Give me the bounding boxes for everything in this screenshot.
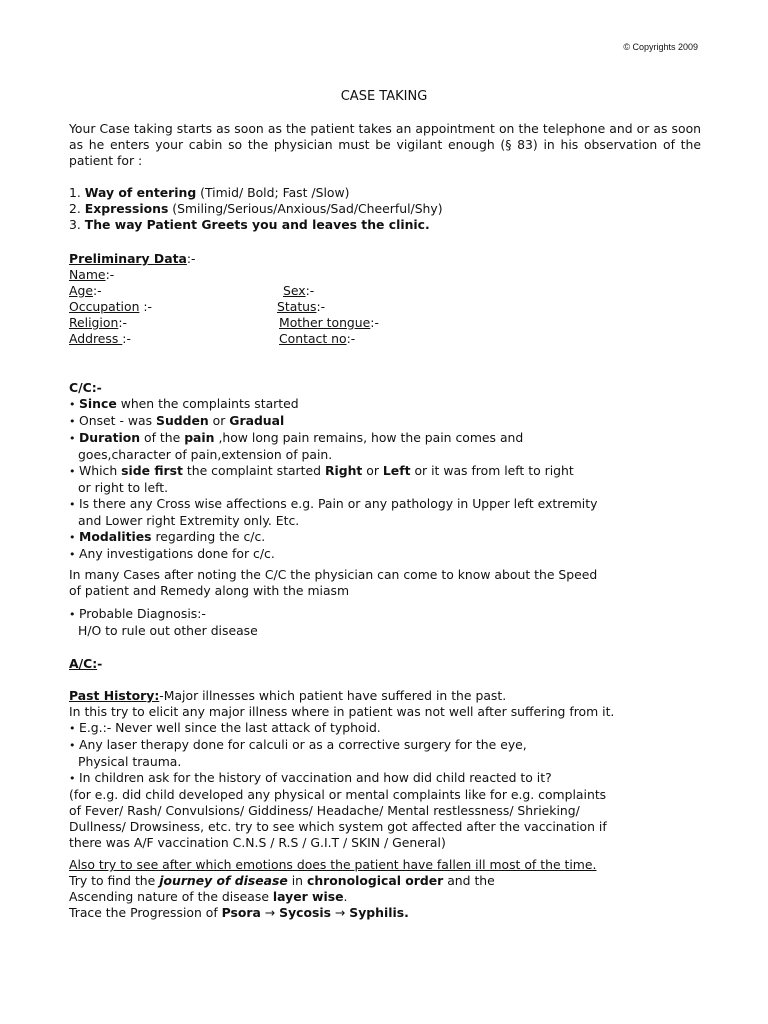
past-history-children: • In children ask for the history of vaccination and how did child reacted to it? — [69, 770, 701, 787]
cc-item-onset: • Onset - was Sudden or Gradual — [69, 413, 701, 430]
copyright-notice: © Copyrights 2009 — [623, 42, 698, 52]
children-line-4: there was A/F vaccination C.N.S / R.S / G.I.T / SKIN / General) — [69, 835, 446, 850]
field-age: Age:- — [69, 283, 102, 298]
arrow-icon: → — [331, 905, 350, 920]
past-history-heading: Past History:-Major illnesses which patient have suffered in the past. — [69, 688, 507, 703]
children-line-1: (for e.g. did child developed any physical or mental complaints like for e.g. complaints — [69, 787, 607, 802]
past-history-eg: • E.g.:- Never well since the last attack of typhoid. — [69, 720, 701, 737]
probable-diagnosis: • Probable Diagnosis:- H/O to rule out other disease — [69, 606, 701, 639]
cc-item-cross-cont: and Lower right Extremity only. Etc. — [78, 513, 300, 528]
past-history-section — [69, 688, 701, 851]
emotions-line: Also try to see after which emotions does the patient have fallen ill most of the time. — [69, 857, 597, 872]
cc-item-duration-cont: goes,character of pain,extension of pain. — [78, 447, 333, 462]
children-line-3: Dullness/ Drowsiness, etc. try to see which system got affected after the vaccination if — [69, 819, 607, 834]
observation-item-1: 1. Way of entering (Timid/ Bold; Fast /Slow) — [69, 185, 350, 200]
trace-line: Trace the Progression of Psora → Sycosis → Syphilis. — [69, 905, 409, 920]
cc-paragraph: In many Cases after noting the C/C the physician can come to know about the Speed of patient and Remedy along with the miasm — [69, 567, 598, 598]
cc-item-duration: • Duration of the pain ,how long pain remains, how the pain comes and — [69, 430, 701, 447]
field-sex: Sex:- — [283, 283, 315, 298]
intro-paragraph: Your Case taking starts as soon as the patient takes an appointment on the telephone and or as soon as he enters your cabin so the physician must be vigilant enough (§ 83) in his observation of the patient for : — [69, 121, 701, 168]
field-contact: Contact no:- — [279, 331, 356, 346]
children-line-2: of Fever/ Rash/ Convulsions/ Giddiness/ Headache/ Mental restlessness/ Shrieking/ — [69, 803, 580, 818]
cc-item-side: • Which side first the complaint started Right or Left or it was from left to right — [69, 463, 701, 480]
observation-item-3: 3. The way Patient Greets you and leaves the clinic. — [69, 217, 430, 232]
ac-heading: A/C:- — [69, 656, 103, 671]
ascending-line: Ascending nature of the disease layer wise. — [69, 889, 348, 904]
past-history-laser-cont: Physical trauma. — [78, 754, 182, 769]
cc-section — [69, 380, 701, 563]
cc-item-side-cont: or right to left. — [78, 480, 169, 495]
cc-item-investigations: • Any investigations done for c/c. — [69, 546, 701, 563]
field-address: Address :- — [69, 331, 131, 346]
preliminary-heading: Preliminary Data:- — [69, 251, 196, 266]
observation-list — [69, 185, 701, 233]
past-history-laser: • Any laser therapy done for calculi or as a corrective surgery for the eye, — [69, 737, 701, 754]
field-name: Name:- — [69, 267, 115, 282]
disease-progression — [69, 857, 701, 921]
past-history-elicit: In this try to elicit any major illness where in patient was not well after suffering from it. — [69, 704, 615, 719]
document-title: CASE TAKING — [340, 89, 428, 104]
field-occupation: Occupation :- — [69, 299, 153, 314]
cc-item-since: • Since when the complaints started — [69, 396, 701, 413]
journey-line: Try to find the journey of disease in chronological order and the — [69, 873, 495, 888]
field-mother-tongue: Mother tongue:- — [279, 315, 379, 330]
observation-item-2: 2. Expressions (Smiling/Serious/Anxious/Sad/Cheerful/Shy) — [69, 201, 443, 216]
cc-heading: C/C:- — [69, 380, 102, 395]
cc-item-modalities: • Modalities regarding the c/c. — [69, 529, 701, 546]
field-status: Status:- — [277, 299, 326, 314]
cc-item-cross: • Is there any Cross wise affections e.g. Pain or any pathology in Upper left extremity — [69, 496, 701, 513]
arrow-icon: → — [260, 905, 280, 920]
field-religion: Religion:- — [69, 315, 127, 330]
